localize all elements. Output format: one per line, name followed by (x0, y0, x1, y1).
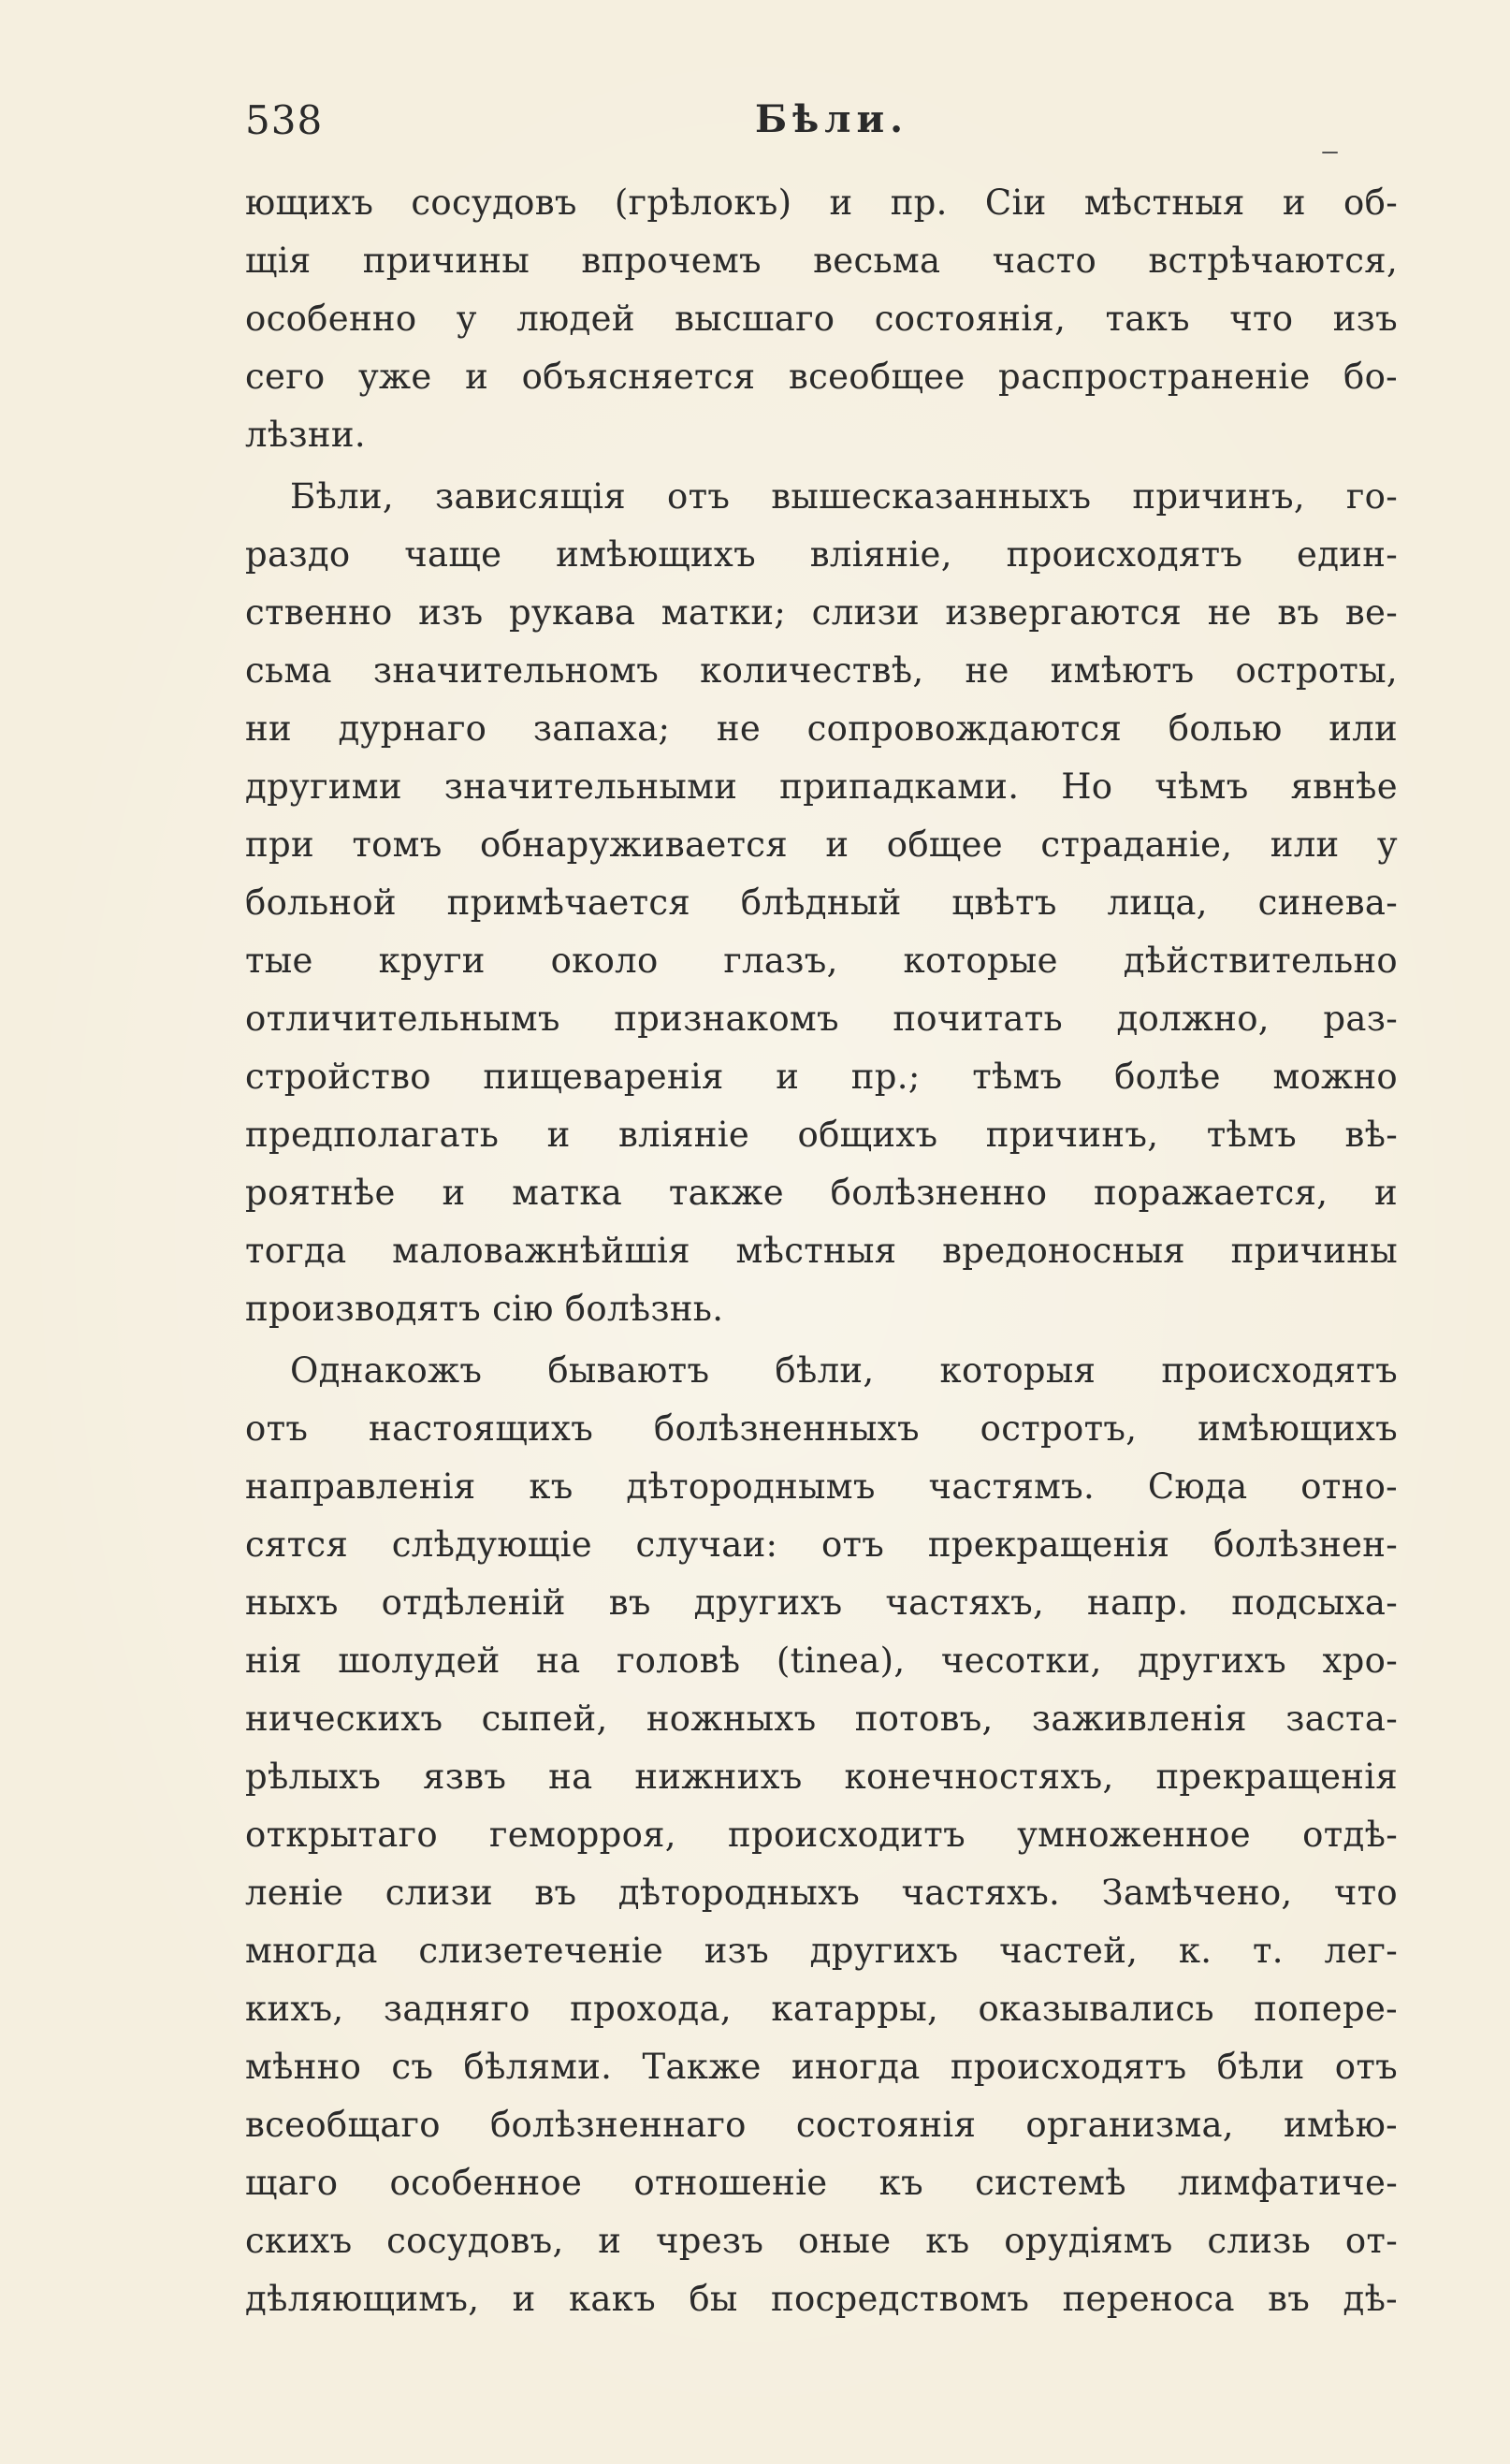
text-line: щія причины впрочемъ весьма часто встрѣчаются, (245, 241, 1398, 281)
text-line: рѣлыхъ язвъ на нижнихъ конечностяхъ, прекращенія (245, 1757, 1398, 1797)
text-line: щаго особенное отношеніе къ системѣ лимфатиче- (245, 2163, 1398, 2203)
text-line: нія шолудей на головѣ (tinea), чесотки, другихъ хро- (245, 1640, 1398, 1681)
text-line: всеобщаго болѣзненнаго состоянія организма, имѣю- (245, 2105, 1398, 2145)
text-line: кихъ, задняго прохода, катарры, оказывались попере- (245, 1989, 1398, 2029)
text-line: сьма значительномъ количествѣ, не имѣютъ острoты, (245, 650, 1398, 691)
text-line: производятъ сію болѣзнь. (245, 1289, 724, 1329)
text-line: лѣзни. (245, 415, 366, 455)
paragraph-3 (245, 1342, 1398, 2328)
text-line: дѣляющимъ, и какъ бы посредствомъ переноса въ дѣ- (245, 2279, 1398, 2319)
text-line: ющихъ сосудовъ (грѣлокъ) и пр. Сіи мѣстныя и об- (245, 182, 1398, 223)
text-line: открытаго геморроя, происходитъ умноженное отдѣ- (245, 1815, 1398, 1855)
running-head: Бѣли. (755, 97, 909, 141)
text-line: направленія къ дѣтороднымъ частямъ. Сюда отно- (245, 1466, 1398, 1507)
paragraph-2 (245, 468, 1398, 1338)
text-line: роятнѣе и матка также болѣзненно поражается, и (245, 1173, 1398, 1213)
text-line: леніе слизи въ дѣтородныхъ частяхъ. Замѣчено, что (245, 1873, 1398, 1913)
text-line: ни дурнаго запаха; не сопровождаются болью или (245, 708, 1398, 749)
text-line: раздо чаще имѣющихъ вліяніе, происходятъ един- (245, 534, 1398, 575)
text-line: при томъ обнаруживается и общее страданіе, или у (245, 824, 1398, 865)
body-text (245, 174, 1398, 2328)
text-line: другими значительными припадками. Но чѣмъ явнѣе (245, 766, 1398, 807)
text-line: Бѣли, зависящія отъ вышесказанныхъ причинъ, го- (290, 476, 1398, 517)
text-line: ническихъ сыпей, ножныхъ потовъ, заживленія заста- (245, 1699, 1398, 1739)
page-number: 538 (245, 97, 324, 143)
text-line: тые круги около глазъ, которые дѣйствительно (245, 940, 1398, 981)
text-line: мѣнно съ бѣлями. Также иногда происходятъ бѣли отъ (245, 2047, 1398, 2087)
text-line: отъ настоящихъ болѣзненныхъ остротъ, имѣющихъ (245, 1408, 1398, 1449)
text-line: Однакожъ бываютъ бѣли, которыя происходятъ (290, 1350, 1398, 1391)
text-line: больной примѣчается блѣдный цвѣтъ лица, синева- (245, 882, 1398, 923)
text-line: скихъ сосудовъ, и чрезъ оные къ орудіямъ слизь от- (245, 2221, 1398, 2261)
text-line: сего уже и объясняется всеобщее распространеніе бо- (245, 357, 1398, 397)
text-line: отличительнымъ признакомъ почитать должно, раз- (245, 999, 1398, 1039)
text-line: тогда маловажнѣйшія мѣстныя вредоносныя причины (245, 1231, 1398, 1271)
page-header (245, 97, 1405, 168)
text-line: предполагать и вліяніе общихъ причинъ, тѣмъ вѣ- (245, 1115, 1398, 1155)
text-line: многда слизетеченіе изъ другихъ частей, к. т. лег- (245, 1931, 1398, 1971)
text-line: особенно у людей высшаго состоянія, такъ что изъ (245, 299, 1398, 339)
text-line: сятся слѣдующіе случаи: отъ прекращенія болѣзнен- (245, 1524, 1398, 1565)
paragraph-1 (245, 174, 1398, 464)
text-line: стройство пищеваренія и пр.; тѣмъ болѣе можно (245, 1057, 1398, 1097)
header-mark: ‒ (1321, 135, 1340, 168)
text-line: ныхъ отдѣленій въ другихъ частяхъ, напр. подсыха- (245, 1582, 1398, 1623)
text-line: ственно изъ рукава матки; слизи извергаются не въ ве- (245, 592, 1398, 633)
